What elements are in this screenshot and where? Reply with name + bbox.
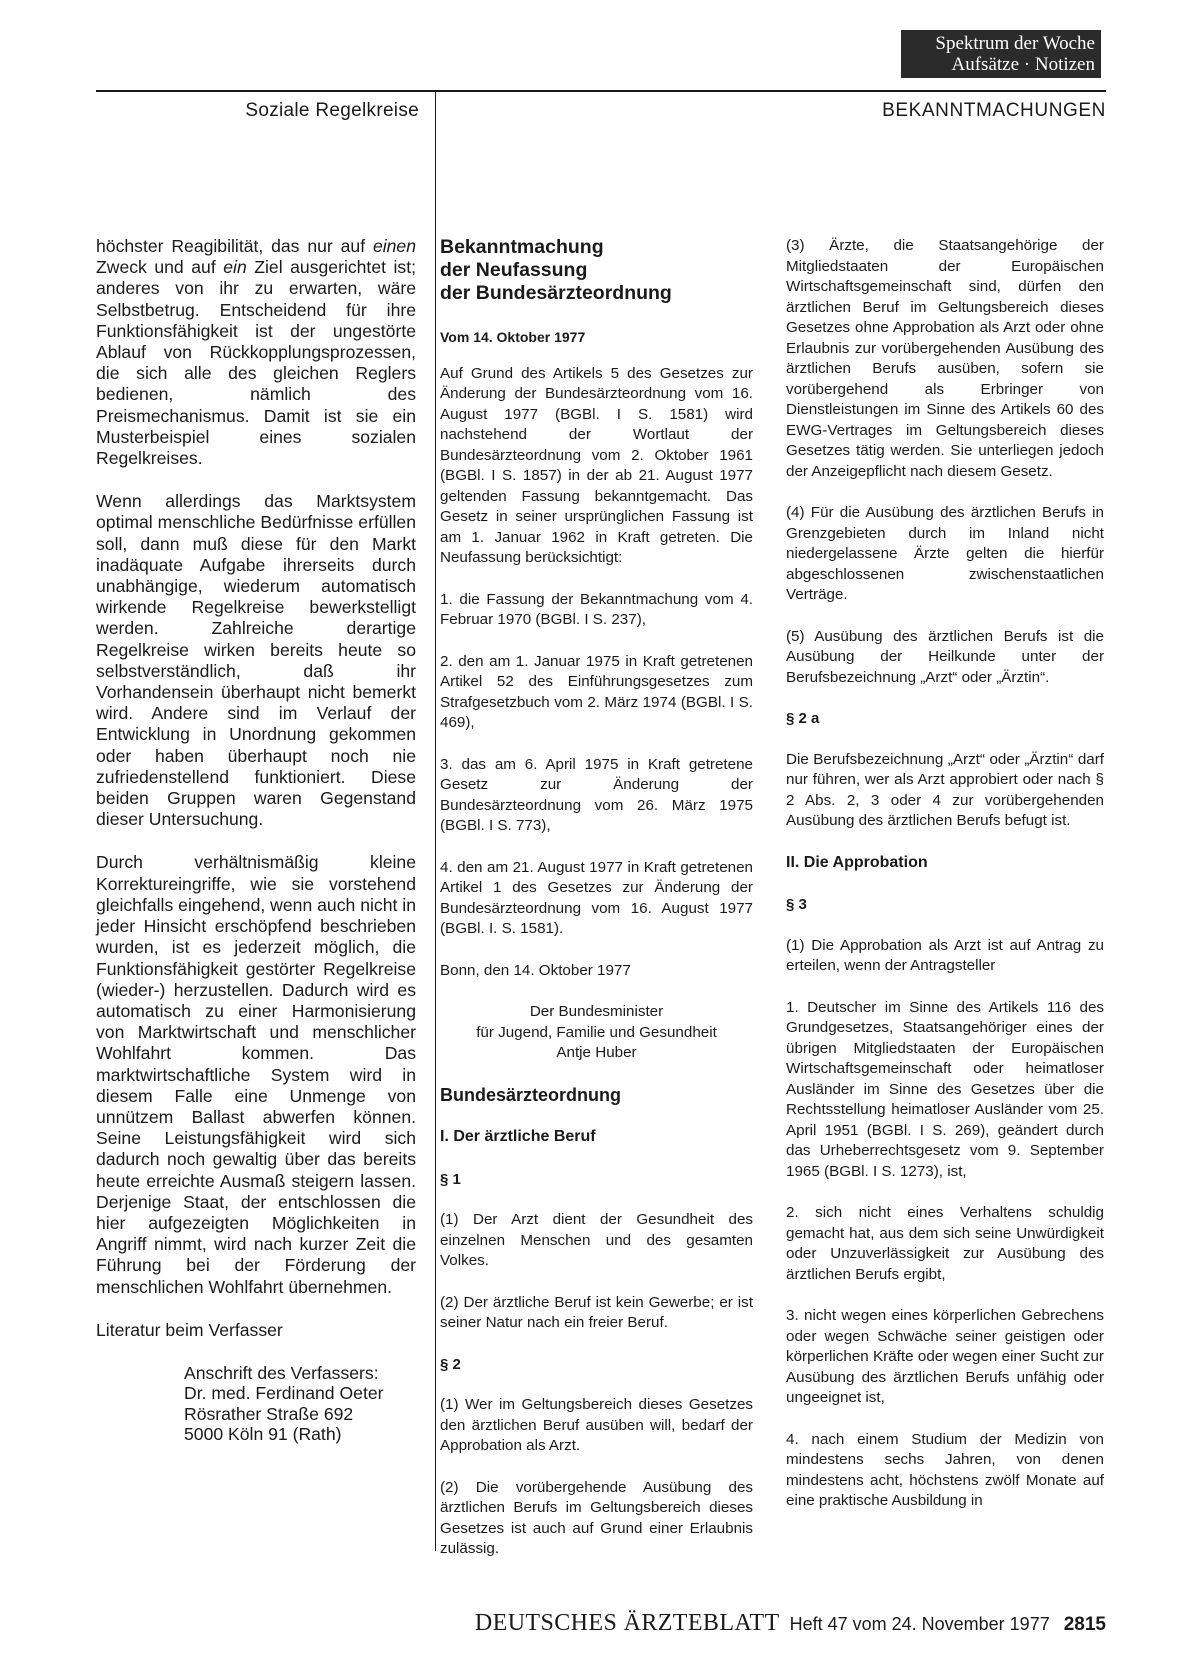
place-date: Bonn, den 14. Oktober 1977 <box>440 961 631 979</box>
body-paragraph-1: höchster Reagibilität, das nur auf einen Zweck und auf ein Ziel ausgerichtet ist; anderes von ihr zu erwarten, wäre Selbstbetrug. Entscheidend für ihre Funktionsfähigkeit ist der ungestörte Ablauf von Rückkopplungsprozessen, die sich alle des gleichen Reglers bedienen, nämlich des Preismechanismus. Damit ist sie ein Musterbeispiel eines sozialen Regelkreises. <box>96 236 417 469</box>
publication-name: DEUTSCHES ÄRZTEBLATT <box>474 1610 780 1636</box>
list-item: 3. das am 6. April 1975 in Kraft getretene Gesetz zur Änderung der Bundesärzteordnung vom 26. März 1975 (BGBl. I S. 773), <box>440 755 753 834</box>
column-divider <box>435 91 436 1551</box>
section-paragraph: (1) Die Approbation als Arzt ist auf Antrag zu erteilen, wenn der Antragsteller <box>786 936 1104 974</box>
section-title-right: BEKANNTMACHUNGEN <box>882 100 1106 121</box>
body-paragraph-2: Wenn allerdings das Marktsystem optimal menschliche Bedürfnisse erfüllen soll, dann muß diese für den Markt inadäquate Aufgabe ihrerseits durch unabhängige, wiederum automatisch wirkende Regelkreise bewerkstelligt werden. Zahlreiche derartige Regelkreise wirken bereits heute so selbstverständlich, daß ihr Vorhandensein überhaupt nicht bemerkt wird. Andere sind im Verlauf der Entwicklung in Unordnung gekommen oder haben überhaupt noch nie zufriedenstellend funktioniert. Diese beiden Gruppen waren Gegenstand dieser Untersuchung. <box>96 491 416 830</box>
list-item: 4. den am 21. August 1977 in Kraft getretenen Artikel 1 des Gesetzes zur Änderung der Bundesärzteordnung vom 16. August 1977 (BGBl. I. S. 1581). <box>440 858 753 937</box>
list-item: 1. die Fassung der Bekanntmachung vom 4. Februar 1970 (BGBl. I S. 237), <box>440 590 753 628</box>
announcement-date: Vom 14. Oktober 1977 <box>440 329 586 345</box>
announcement-column-right <box>786 236 1104 1533</box>
part-heading: II. Die Approbation <box>786 853 928 871</box>
section-number: § 2 <box>440 1355 461 1373</box>
badge-line-2: Aufsätze · Notizen <box>951 54 1095 75</box>
section-paragraph: (2) Die vorübergehende Ausübung des ärztlichen Berufs im Geltungsbereich dieses Gesetzes ist auch auf Grund einer Erlaubnis zulässig. <box>440 1478 753 1557</box>
section-paragraph: (3) Ärzte, die Staatsangehörige der Mitgliedstaaten der Europäischen Wirtschaftsgemeinschaft sind, dürfen den ärztlichen Beruf im Geltungsbereich dieses Gesetzes ohne Approbation als Arzt oder ohne Erlaubnis zur vorübergehenden Ausübung des ärztlichen Berufs ausüben, sofern sie vorübergehend als Erbringer von Dienstleistungen im Sinne des Artikels 60 des EWG-Vertrages im Geltungsbereich dieses Gesetzes tätig werden. Sie unterliegen jedoch der Anzeigepflicht nach diesem Gesetz. <box>786 237 1104 480</box>
signature-block: Der Bundesminister für Jugend, Familie und Gesundheit Antje Huber <box>476 1003 717 1061</box>
section-paragraph: (4) Für die Ausübung des ärztlichen Berufs in Grenzgebieten durch im Inland nicht niedergelassene Ärzte gelten die hierfür abgeschlossenen zwischenstaatlichen Verträge. <box>786 504 1104 603</box>
list-item: 4. nach einem Studium der Medizin von mindestens sechs Jahren, von denen mindestens acht, höchstens zwölf Monate auf eine praktische Ausbildung in <box>786 1430 1104 1509</box>
section-paragraph: (5) Ausübung des ärztlichen Berufs ist die Ausübung der Heilkunde unter der Berufsbezeichnung „Arzt“ oder „Ärztin“. <box>786 627 1104 686</box>
emphasis-einen: einen <box>372 236 416 256</box>
law-title: Bundesärzteordnung <box>440 1084 622 1105</box>
page-footer <box>425 1610 1106 1640</box>
section-paragraph: (2) Der ärztliche Beruf ist kein Gewerbe; er ist seiner Natur nach ein freier Beruf. <box>440 1293 753 1331</box>
section-title-left: Soziale Regelkreise <box>245 100 419 121</box>
author-address: Anschrift des Verfassers: Dr. med. Ferdinand Oeter Rösrather Straße 692 5000 Köln 91 (Rath) <box>184 1362 384 1445</box>
list-item: 1. Deutscher im Sinne des Artikels 116 des Grundgesetzes, Staatsangehöriger eines der übrigen Mitgliedstaaten der Europäischen Wirtschaftsgemeinschaft oder heimatloser Ausländer im Sinne des Gesetzes über die Rechtsstellung heimatloser Ausländer vom 25. April 1951 (BGBl. I S. 269), geändert durch das Urheberrechtsgesetz vom 9. September 1965 (BGBl. I S. 1273), ist, <box>786 998 1104 1180</box>
section-number: § 2 a <box>786 710 820 727</box>
literature-note: Literatur beim Verfasser <box>96 1319 283 1340</box>
emphasis-ein: ein <box>223 257 247 278</box>
list-item: 2. den am 1. Januar 1975 in Kraft getretenen Artikel 52 des Einführungsgesetzes zum Strafgesetzbuch vom 2. März 1974 (BGBl. I S. 469), <box>440 652 753 731</box>
section-paragraph: Die Berufsbezeichnung „Arzt“ oder „Ärztin“ darf nur führen, wer als Arzt approbiert oder nach § 2 Abs. 2, 3 oder 4 zur vorübergehenden Ausübung des ärztlichen Berufs befugt ist. <box>786 750 1104 829</box>
header-rule <box>96 90 1106 92</box>
section-paragraph: (1) Wer im Geltungsbereich dieses Gesetzes den ärztlichen Beruf ausüben will, bedarf der Approbation als Arzt. <box>440 1396 753 1454</box>
part-heading: I. Der ärztliche Beruf <box>440 1128 596 1145</box>
issue-info: Heft 47 vom 24. November 1977 <box>789 1614 1050 1634</box>
body-paragraph-3: Durch verhältnismäßig kleine Korrektureingriffe, wie sie vorstehend gleichfalls eingehend, wenn auch nicht in jeder Hinsicht erschöpfend beschrieben wurden, ist es jederzeit möglich, die Funktionsfähigkeit gestörter Regelkreise (wieder-) herzustellen. Dadurch wird es automatisch zu einer Harmonisierung von Marktwirtschaft und menschlicher Wohlfahrt kommen. Das marktwirtschaftliche System wird in diesem Falle eine Unmenge von unnützem Ballast abwerfen können. Seine Leistungsfähigkeit wird sich dadurch noch gewaltig über das bereits heute erreichte Ausmaß steigern lassen. Derjenige Staat, der entschlossen die hier aufgezeigten Möglichkeiten in Angriff nimmt, wird nach kurzer Zeit die Führung bei der Förderung der menschlichen Wohlfahrt übernehmen. <box>96 852 416 1297</box>
list-item: 3. nicht wegen eines körperlichen Gebrechens oder wegen Schwäche seiner geistigen oder körperlichen Kräfte oder wegen einer Sucht zur Ausübung des ärztlichen Berufs unfähig oder ungeeignet ist, <box>786 1307 1104 1406</box>
article-column-left <box>96 236 416 1467</box>
section-number: § 1 <box>440 1170 461 1188</box>
section-paragraph: (1) Der Arzt dient der Gesundheit des einzelnen Menschen und des gesamten Volkes. <box>440 1211 753 1269</box>
page-number: 2815 <box>1063 1614 1106 1635</box>
announcement-title: Bekanntmachung der Neufassung der Bundesärzteordnung <box>440 236 672 304</box>
intro-paragraph: Auf Grund des Artikels 5 des Gesetzes zur Änderung der Bundesärzteordnung vom 16. August 1977 (BGBl. I S. 1581) wird nachstehend der Wortlaut der Bundesärzteordnung vom 2. Oktober 1961 (BGBl. I S. 1857) in der ab 21. August 1977 geltenden Fassung bekanntgemacht. Das Gesetz in seiner ursprünglichen Fassung ist am 1. Januar 1962 in Kraft getreten. Die Neufassung berücksichtigt: <box>440 364 753 566</box>
list-item: 2. sich nicht eines Verhaltens schuldig gemacht hat, aus dem sich seine Unwürdigkeit oder Unzuverlässigkeit zur Ausübung des ärztlichen Berufs ergibt, <box>786 1204 1104 1283</box>
section-number: § 3 <box>786 896 807 913</box>
section-badge <box>901 30 1101 78</box>
announcement-column-middle <box>440 236 753 1581</box>
badge-line-1: Spektrum der Woche <box>935 33 1095 54</box>
